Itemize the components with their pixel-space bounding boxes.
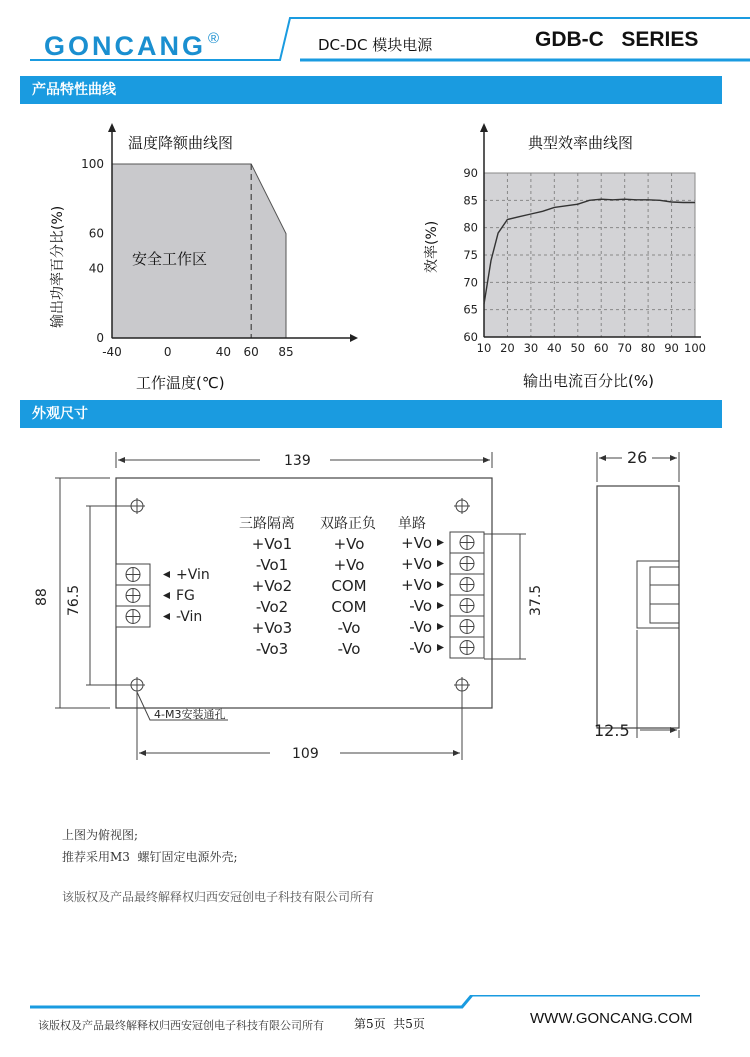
mount-hole [454, 498, 470, 514]
y-tick-label: 40 [88, 261, 104, 276]
dim-hole-spacing: 109 [292, 746, 319, 762]
dual-output-label: -Vo [337, 619, 361, 637]
triple-output-label: -Vo1 [255, 556, 289, 574]
triple-output-label: -Vo2 [255, 598, 289, 616]
dual-output-label: COM [331, 577, 367, 595]
pointer-arrow [163, 613, 170, 620]
output-terminal [450, 574, 484, 595]
pointer-arrow [163, 571, 170, 578]
output-terminal [450, 553, 484, 574]
dim-output-span: 37.5 [528, 584, 544, 616]
pointer-arrow [437, 539, 444, 546]
derating-chart [40, 118, 360, 398]
section-header-curves: 产品特性曲线 [20, 76, 722, 104]
x-tick-label: 85 [278, 345, 294, 359]
x-tick-label: 0 [163, 345, 172, 359]
output-terminal [450, 595, 484, 616]
side-view-outline [597, 486, 679, 728]
output-terminal [450, 532, 484, 553]
hole-note: 4-M3安装通孔 [154, 708, 226, 721]
y-axis-arrow [108, 123, 116, 132]
dimension-drawing [0, 430, 750, 790]
efficiency-chart [408, 118, 728, 398]
x-tick-label: 80 [640, 341, 656, 355]
company-logo: GONCANG ® [44, 30, 223, 61]
output-terminal [450, 637, 484, 658]
y-tick-label: 70 [463, 275, 478, 290]
footer-copyright: 该版权及产品最终解释权归西安冠创电子科技有限公司所有 [38, 1019, 324, 1032]
x-tick-label: 40 [547, 341, 562, 355]
y-tick-label: 60 [463, 330, 478, 344]
triple-output-label: +Vo1 [251, 535, 293, 553]
series-title: GDB-C SERIES [535, 28, 699, 51]
x-axis-arrow [350, 334, 358, 342]
pointer-arrow [437, 602, 444, 609]
dual-output-label: -Vo [337, 640, 361, 658]
column-header: 三路隔离 [239, 516, 295, 532]
page-number: 第5页 共5页 [354, 1017, 425, 1031]
x-tick-label: 60 [243, 345, 259, 359]
y-axis-label: 输出功率百分比(%) [50, 205, 66, 328]
dim-terminal-offset: 12.5 [594, 721, 630, 740]
single-output-label: +Vo [401, 555, 432, 573]
region-label: 安全工作区 [132, 250, 208, 268]
triple-output-label: +Vo3 [251, 619, 293, 637]
triple-output-label: -Vo3 [255, 640, 289, 658]
dim-depth: 26 [627, 448, 648, 467]
x-tick-label: 50 [570, 341, 586, 355]
input-terminal [116, 564, 150, 585]
x-tick-label: 90 [664, 341, 679, 355]
dim-height: 88 [34, 588, 50, 606]
single-output-label: -Vo [409, 639, 432, 657]
section-header-dimensions: 外观尺寸 [20, 400, 722, 428]
triple-output-label: +Vo2 [251, 577, 293, 595]
pointer-arrow [437, 581, 444, 588]
input-terminal [116, 606, 150, 627]
y-tick-label: 65 [463, 302, 478, 317]
website-link[interactable]: WWW.GONCANG.COM [530, 1010, 693, 1027]
x-tick-label: 20 [500, 341, 515, 355]
x-tick-label: 30 [523, 341, 539, 355]
y-tick-label: 85 [463, 193, 478, 208]
pointer-arrow [437, 560, 444, 567]
y-axis-arrow [480, 123, 488, 132]
input-label: -Vin [176, 609, 203, 625]
dual-output-label: COM [331, 598, 367, 616]
dual-output-label: +Vo [333, 556, 365, 574]
dim-width: 139 [284, 453, 311, 469]
y-tick-label: 60 [88, 226, 104, 241]
pointer-arrow [163, 592, 170, 599]
y-tick-label: 75 [463, 248, 478, 262]
x-axis-label: 工作温度(℃) [136, 374, 225, 392]
y-axis-label: 效率(%) [424, 220, 440, 273]
note-copyright: 该版权及产品最终解释权归西安冠创电子科技有限公司所有 [62, 890, 375, 904]
document-type: DC-DC 模块电源 [318, 36, 433, 54]
y-tick-label: 100 [81, 157, 104, 171]
input-terminal [116, 585, 150, 606]
y-tick-label: 80 [463, 220, 478, 235]
chart-title: 温度降额曲线图 [128, 134, 234, 152]
note-top-view: 上图为俯视图; [62, 828, 139, 842]
x-tick-label: 40 [215, 345, 232, 359]
single-output-label: -Vo [409, 618, 432, 636]
module-outline [116, 478, 492, 708]
x-tick-label: 60 [593, 341, 609, 355]
pointer-arrow [437, 623, 444, 630]
input-label: +Vin [176, 567, 210, 583]
note-screw: 推荐采用M3 螺钉固定电源外壳; [62, 850, 238, 864]
y-tick-label: 90 [463, 166, 478, 180]
x-axis-label: 输出电流百分比(%) [523, 372, 654, 390]
column-header: 双路正负 [320, 516, 376, 532]
x-tick-label: -40 [102, 345, 122, 359]
y-tick-label: 0 [96, 331, 104, 345]
mount-hole [454, 677, 470, 693]
output-terminal [450, 616, 484, 637]
input-label: FG [176, 588, 195, 604]
x-tick-label: 10 [476, 341, 492, 355]
column-header: 单路 [398, 516, 426, 532]
header-rule [0, 0, 750, 70]
x-tick-label: 70 [617, 341, 632, 355]
x-tick-label: 100 [684, 341, 706, 355]
dim-inner-height: 76.5 [66, 584, 82, 616]
dual-output-label: +Vo [333, 535, 365, 553]
mount-hole [129, 498, 145, 514]
single-output-label: +Vo [401, 534, 432, 552]
single-output-label: -Vo [409, 597, 432, 615]
chart-title: 典型效率曲线图 [528, 134, 634, 152]
mount-hole [129, 677, 145, 693]
single-output-label: +Vo [401, 576, 432, 594]
pointer-arrow [437, 644, 444, 651]
